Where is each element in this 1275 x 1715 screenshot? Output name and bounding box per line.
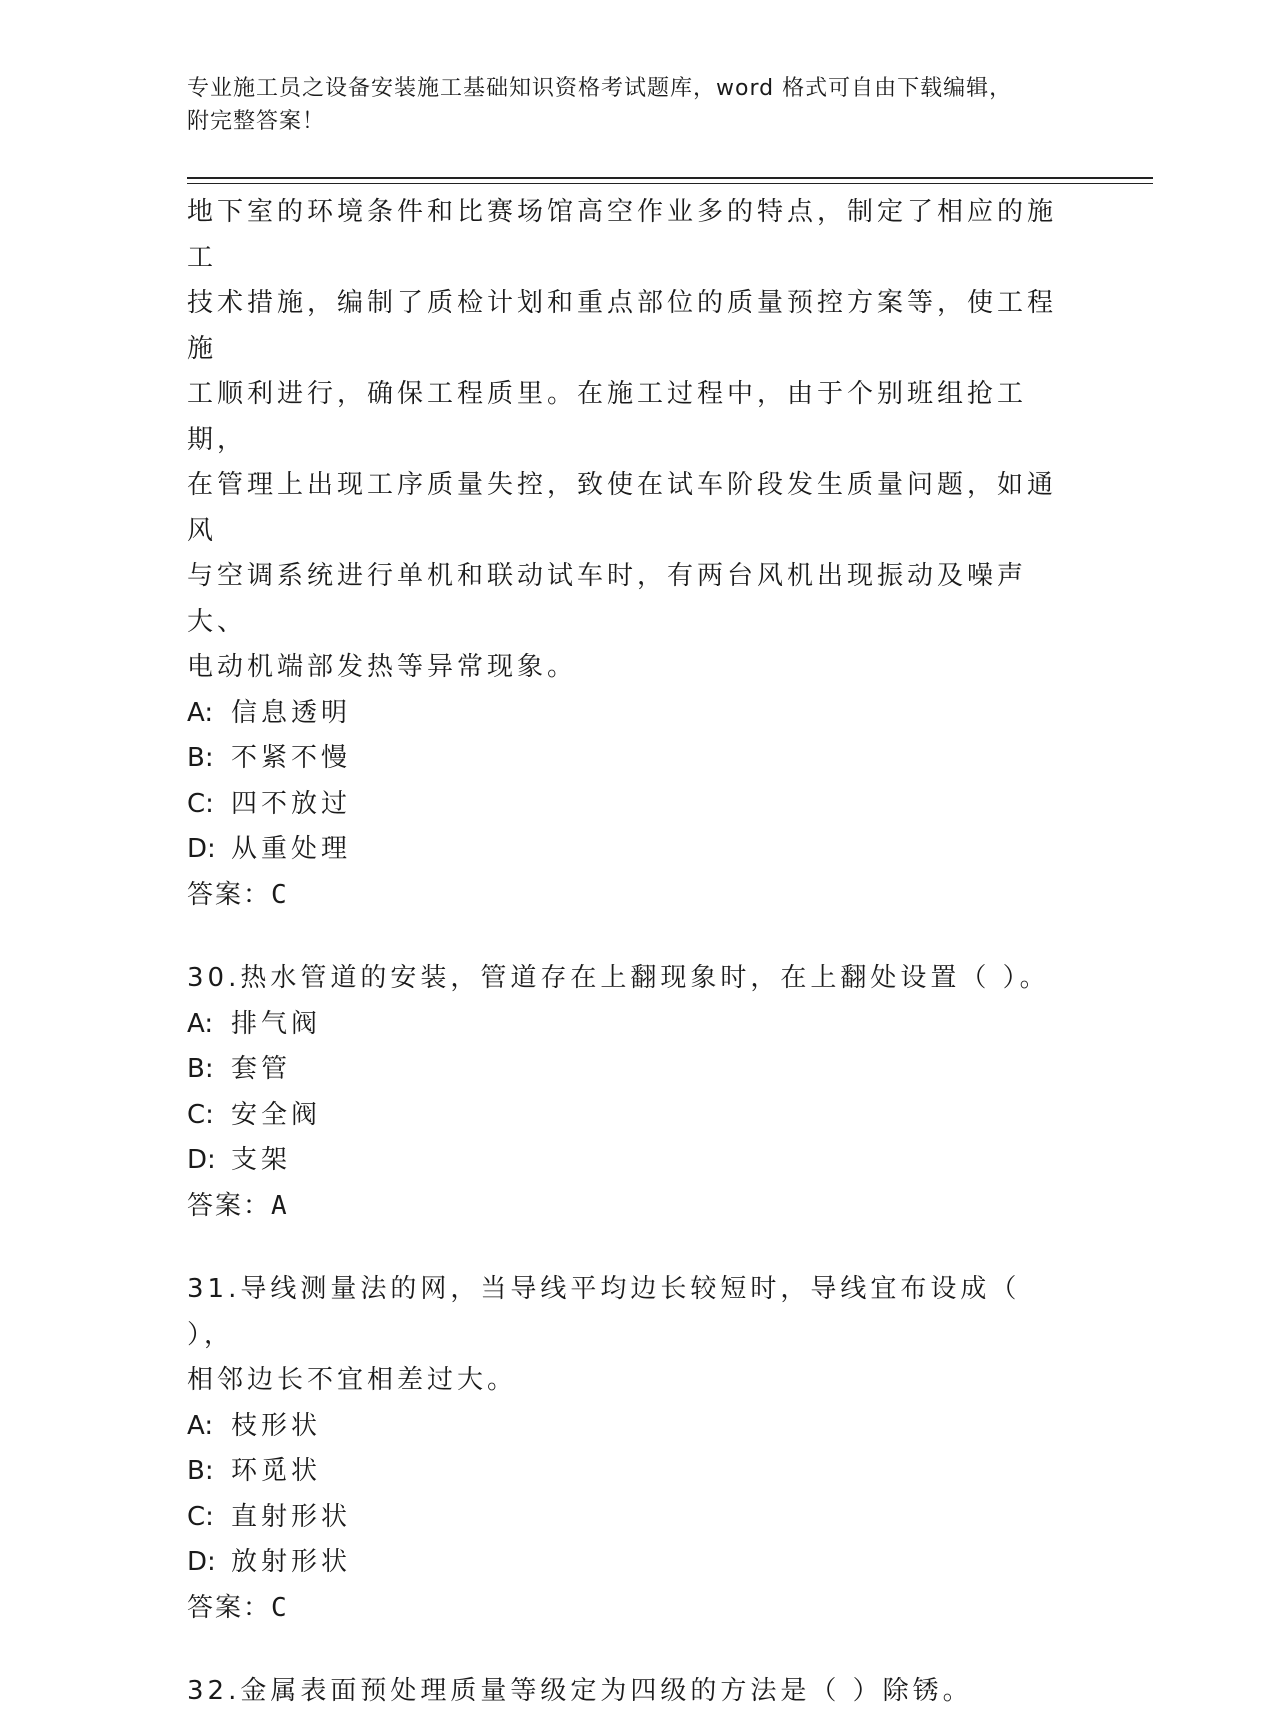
question-text-line: 地下室的环境条件和比赛场馆高空作业多的特点，制定了相应的施工: [187, 197, 1058, 273]
document-header: [187, 72, 1067, 138]
option-b: B: 套管: [187, 1054, 292, 1084]
header-line-2: 附完整答案！: [187, 109, 326, 134]
question-text-line: 30.热水管道的安装，管道存在上翻现象时，在上翻处设置（ ）。: [187, 963, 1050, 993]
question-text-line: 电动机端部发热等异常现象。: [187, 652, 578, 682]
option-c: C: 安全阀: [187, 1099, 322, 1130]
question-text-line: 相邻边长不宜相差过大。: [187, 1365, 518, 1395]
option-a: A: 排气阀: [187, 1008, 322, 1039]
option-d: D: 从重处理: [187, 834, 352, 864]
header-divider: [187, 177, 1153, 184]
answer-line: 答案：C: [187, 1592, 289, 1623]
question-30: [187, 956, 1067, 1229]
answer-line: 答案：A: [187, 1190, 289, 1221]
question-text-line: 与空调系统进行单机和联动试车时，有两台风机出现振动及噪声大、: [187, 561, 1028, 637]
option-a: A: 枝形状: [187, 1410, 322, 1441]
question-text-line: 在管理上出现工序质量失控，致使在试车阶段发生质量问题，如通风: [187, 470, 1058, 546]
option-b: B: 环觅状: [187, 1456, 322, 1486]
option-c: C: 四不放过: [187, 788, 352, 819]
question-32: [187, 1669, 1067, 1715]
option-d: D: 放射形状: [187, 1547, 352, 1577]
option-a: A: 信息透明: [187, 697, 352, 728]
question-text-line: 工顺利进行，确保工程质里。在施工过程中，由于个别班组抢工期，: [187, 379, 1028, 455]
question-29-continued: [187, 190, 1067, 918]
option-c: C: 直射形状: [187, 1501, 352, 1532]
option-d: D: 支架: [187, 1145, 292, 1175]
option-b: B: 不紧不慢: [187, 743, 352, 773]
question-text-line: 32.金属表面预处理质量等级定为四级的方法是（ ）除锈。: [187, 1676, 973, 1706]
question-text-line: 31.导线测量法的网，当导线平均边长较短时，导线宜布设成（ ），: [187, 1274, 1021, 1350]
header-line-1: 专业施工员之设备安装施工基础知识资格考试题库，word 格式可自由下载编辑，: [187, 76, 1013, 101]
question-text-line: 技术措施，编制了质检计划和重点部位的质量预控方案等，使工程施: [187, 288, 1058, 364]
answer-line: 答案：C: [187, 879, 289, 910]
question-31: [187, 1267, 1067, 1631]
document-body: [187, 190, 1067, 1715]
